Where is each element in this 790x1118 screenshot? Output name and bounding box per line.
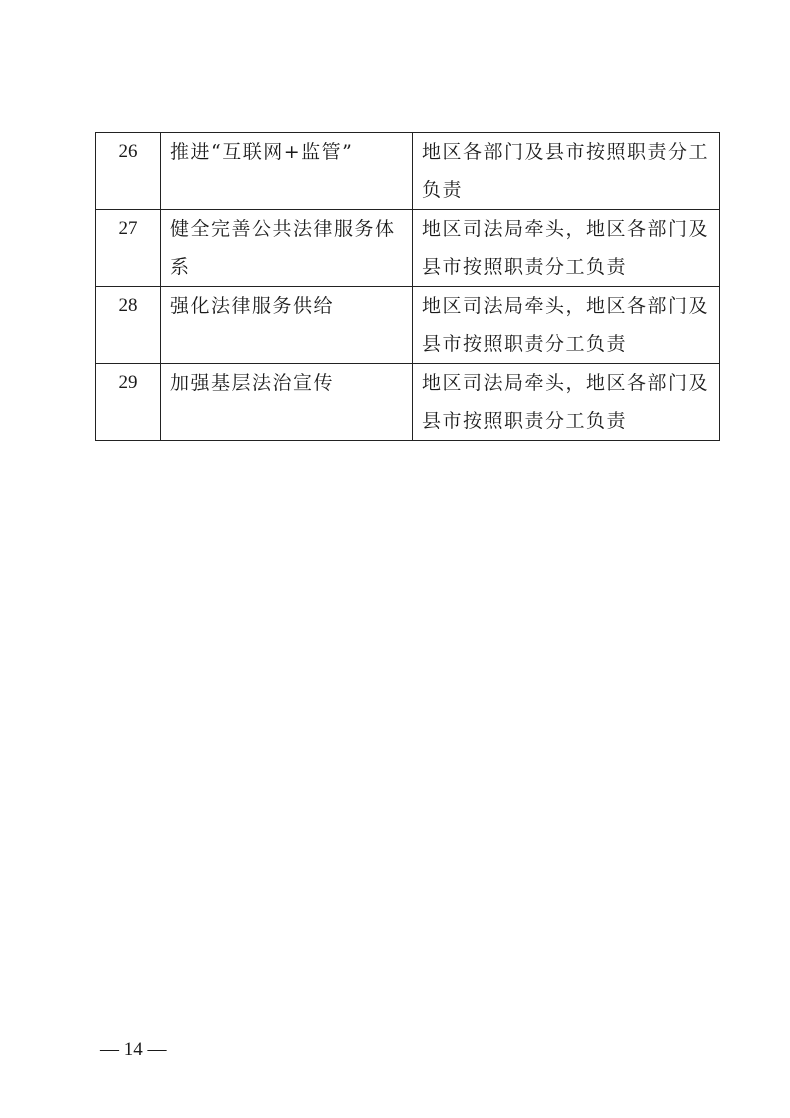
table-row bbox=[96, 364, 720, 441]
row-number: 27 bbox=[96, 210, 161, 287]
responsible-department: 地区司法局牵头，地区各部门及县市按照职责分工负责 bbox=[413, 287, 720, 364]
task-name: 加强基层法治宣传 bbox=[161, 364, 413, 441]
row-number: 26 bbox=[96, 133, 161, 210]
table-row bbox=[96, 133, 720, 210]
row-number: 28 bbox=[96, 287, 161, 364]
task-name: 推进“互联网+监管” bbox=[161, 133, 413, 210]
responsible-department: 地区各部门及县市按照职责分工负责 bbox=[413, 133, 720, 210]
responsible-department: 地区司法局牵头，地区各部门及县市按照职责分工负责 bbox=[413, 364, 720, 441]
responsible-department: 地区司法局牵头，地区各部门及县市按照职责分工负责 bbox=[413, 210, 720, 287]
page-number: — 14 — bbox=[100, 1039, 167, 1060]
task-name: 健全完善公共法律服务体系 bbox=[161, 210, 413, 287]
task-name: 强化法律服务供给 bbox=[161, 287, 413, 364]
table-row bbox=[96, 287, 720, 364]
task-table bbox=[95, 132, 720, 441]
row-number: 29 bbox=[96, 364, 161, 441]
table-row bbox=[96, 210, 720, 287]
